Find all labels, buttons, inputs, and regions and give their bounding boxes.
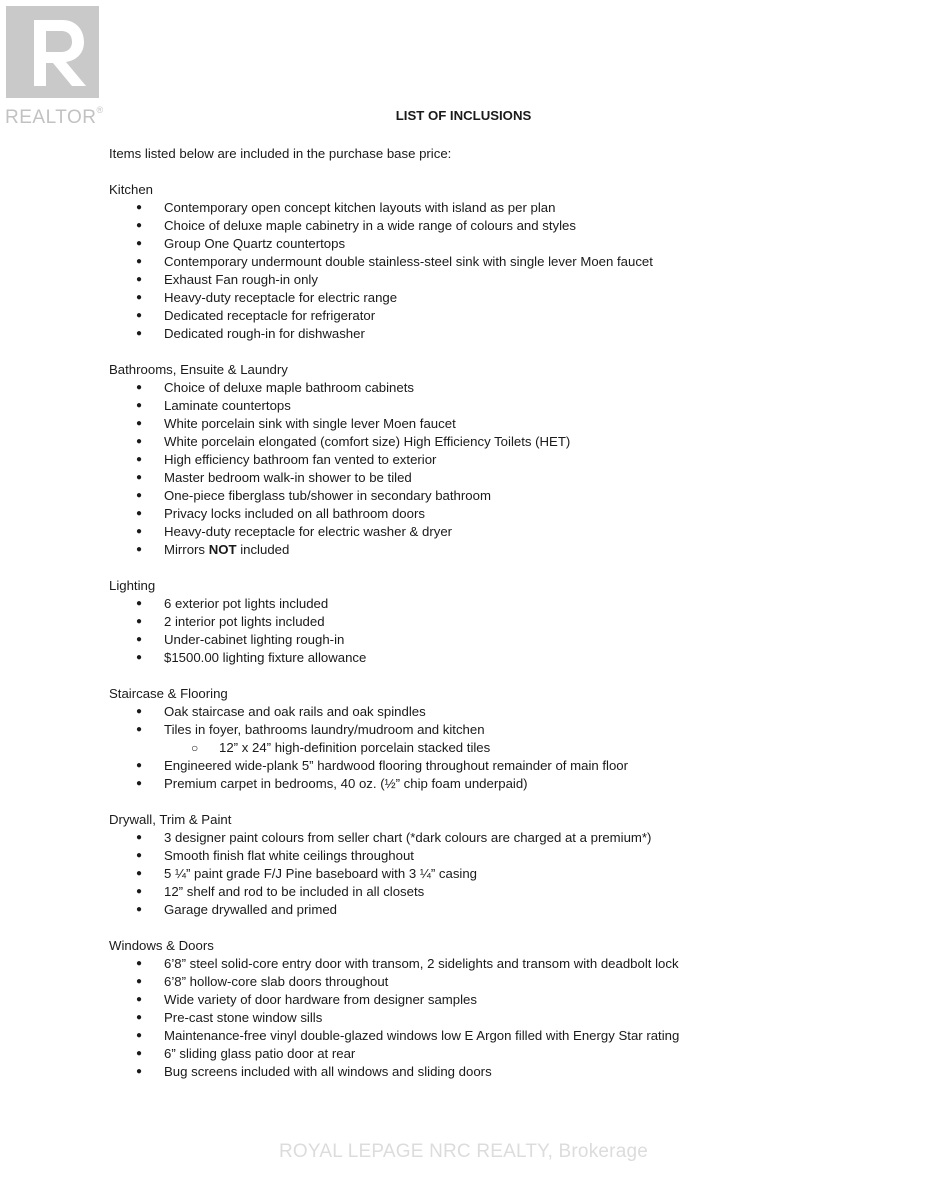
bullet-icon: ● [136,706,143,717]
intro-text: Items listed below are included in the purchase base price: [109,146,452,161]
item-text: Premium carpet in bedrooms, 40 oz. (½” chip foam underpaid) [164,776,528,791]
list-item [109,649,909,667]
bullet-icon: ● [136,544,143,555]
list-item [109,901,909,919]
bullet-icon: ● [136,832,143,843]
item-text: Contemporary open concept kitchen layouts with island as per plan [164,200,556,215]
section-bathrooms-ensuite-laundry [109,361,909,559]
bullet-icon: ● [136,490,143,501]
bullet-icon: ● [136,526,143,537]
bullet-list [109,829,909,919]
bullet-icon: ● [136,238,143,249]
item-text: Exhaust Fan rough-in only [164,272,318,287]
item-text: Oak staircase and oak rails and oak spindles [164,704,426,719]
bullet-icon: ● [136,202,143,213]
bullet-icon: ● [136,850,143,861]
list-item [109,253,909,271]
item-text: Mirrors [164,542,209,557]
bullet-icon: ● [136,454,143,465]
item-text: Laminate countertops [164,398,291,413]
bullet-list [109,955,909,1081]
item-text-after: included [236,542,290,557]
sub-list-item [109,739,909,757]
bullet-icon: ● [136,616,143,627]
section-heading: Staircase & Flooring [109,686,228,701]
item-text: Dedicated rough-in for dishwasher [164,326,365,341]
item-text: White porcelain sink with single lever Moen faucet [164,416,456,431]
list-item [109,1063,909,1081]
document-title: LIST OF INCLUSIONS [395,108,532,123]
list-item [109,595,909,613]
list-item [109,469,909,487]
item-text: 5 ¼” paint grade F/J Pine baseboard with 3 ¼” casing [164,866,478,881]
item-text: Contemporary undermount double stainless-steel sink with single lever Moen faucet [164,254,653,269]
section-heading: Lighting [109,578,156,593]
bullet-icon: ● [136,1030,143,1041]
section-windows-doors [109,937,909,1081]
list-item [109,1045,909,1063]
list-item [109,523,909,541]
bullet-icon: ● [136,598,143,609]
bullet-list [109,199,909,343]
bullet-icon: ● [136,886,143,897]
item-text: Privacy locks included on all bathroom doors [164,506,425,521]
item-text: Maintenance-free vinyl double-glazed windows low E Argon filled with Energy Star rating [164,1028,680,1043]
list-item [109,829,909,847]
bullet-icon: ● [136,868,143,879]
list-item [109,451,909,469]
bullet-icon: ● [136,778,143,789]
realtor-r-icon [6,6,99,98]
list-item [109,217,909,235]
item-text: 3 designer paint colours from seller chart (*dark colours are charged at a premium*) [164,830,652,845]
item-text: Group One Quartz countertops [164,236,346,251]
item-text: Heavy-duty receptacle for electric washer & dryer [164,524,453,539]
bullet-icon: ● [136,220,143,231]
list-item [109,289,909,307]
bullet-icon: ● [136,418,143,429]
section-kitchen [109,181,909,343]
bullet-icon: ● [136,310,143,321]
list-item [109,235,909,253]
section-heading: Bathrooms, Ensuite & Laundry [109,362,288,377]
list-item [109,325,909,343]
list-item [109,631,909,649]
section-heading: Drywall, Trim & Paint [109,812,232,827]
item-text: Bug screens included with all windows and sliding doors [164,1064,492,1079]
list-item [109,1027,909,1045]
item-text: 6’8” hollow-core slab doors throughout [164,974,389,989]
bullet-icon: ● [136,328,143,339]
item-text: 6’8” steel solid-core entry door with transom, 2 sidelights and transom with deadbolt lock [164,956,679,971]
list-item [109,505,909,523]
item-text: Heavy-duty receptacle for electric range [164,290,398,305]
item-emphasis: NOT [208,542,237,557]
item-text: White porcelain elongated (comfort size) High Efficiency Toilets (HET) [164,434,571,449]
bullet-icon: ● [136,1066,143,1077]
item-text: 6 exterior pot lights included [164,596,329,611]
hollow-bullet-icon: ○ [191,741,199,755]
bullet-icon: ● [136,436,143,447]
bullet-icon: ● [136,760,143,771]
item-text: 6” sliding glass patio door at rear [164,1046,356,1061]
item-text: Dedicated receptacle for refrigerator [164,308,376,323]
list-item [109,397,909,415]
section-staircase-flooring [109,685,909,793]
section-drywall-trim-paint [109,811,909,919]
bullet-icon: ● [136,472,143,483]
item-text: Pre-cast stone window sills [164,1010,323,1025]
list-item [109,541,909,559]
item-text: Tiles in foyer, bathrooms laundry/mudroom and kitchen [164,722,485,737]
list-item [109,991,909,1009]
bullet-icon: ● [136,652,143,663]
item-text: Choice of deluxe maple cabinetry in a wide range of colours and styles [164,218,576,233]
section-heading: Kitchen [109,182,153,197]
bullet-icon: ● [136,400,143,411]
list-item [109,847,909,865]
section-lighting [109,577,909,667]
bullet-icon: ● [136,382,143,393]
list-item [109,703,909,721]
bullet-icon: ● [136,958,143,969]
list-item [109,271,909,289]
bullet-list [109,379,909,559]
list-item [109,487,909,505]
item-text: Choice of deluxe maple bathroom cabinets [164,380,414,395]
list-item [109,865,909,883]
list-item [109,883,909,901]
bullet-icon: ● [136,724,143,735]
item-text: Engineered wide-plank 5” hardwood flooring throughout remainder of main floor [164,758,629,773]
list-item [109,1009,909,1027]
bullet-list [109,595,909,667]
item-text: Master bedroom walk-in shower to be tiled [164,470,412,485]
list-item [109,613,909,631]
item-text: Garage drywalled and primed [164,902,337,917]
list-item [109,307,909,325]
item-text: Wide variety of door hardware from designer samples [164,992,477,1007]
list-item [109,775,909,793]
brokerage-watermark: ROYAL LEPAGE NRC REALTY, Brokerage [279,1141,648,1162]
item-text: $1500.00 lighting fixture allowance [164,650,367,665]
bullet-list [109,703,909,793]
bullet-icon: ● [136,274,143,285]
inclusion-sections [109,181,909,1081]
item-text: 12” x 24” high-definition porcelain stacked tiles [219,740,491,755]
bullet-icon: ● [136,1012,143,1023]
document-body [109,145,909,1099]
item-text: 2 interior pot lights included [164,614,325,629]
bullet-icon: ● [136,976,143,987]
item-text: Under-cabinet lighting rough-in [164,632,345,647]
bullet-icon: ● [136,994,143,1005]
realtor-wordmark: REALTOR® [5,104,104,128]
bullet-icon: ● [136,292,143,303]
list-item [109,199,909,217]
list-item [109,757,909,775]
section-heading: Windows & Doors [109,938,214,953]
list-item [109,433,909,451]
bullet-icon: ● [136,256,143,267]
list-item [109,379,909,397]
item-text: High efficiency bathroom fan vented to exterior [164,452,437,467]
list-item [109,415,909,433]
item-text: One-piece fiberglass tub/shower in secondary bathroom [164,488,491,503]
list-item [109,955,909,973]
item-text: 12” shelf and rod to be included in all closets [164,884,425,899]
bullet-icon: ● [136,904,143,915]
bullet-icon: ● [136,1048,143,1059]
list-item [109,721,909,739]
item-text: Smooth finish flat white ceilings throughout [164,848,414,863]
bullet-icon: ● [136,508,143,519]
list-item [109,973,909,991]
bullet-icon: ● [136,634,143,645]
